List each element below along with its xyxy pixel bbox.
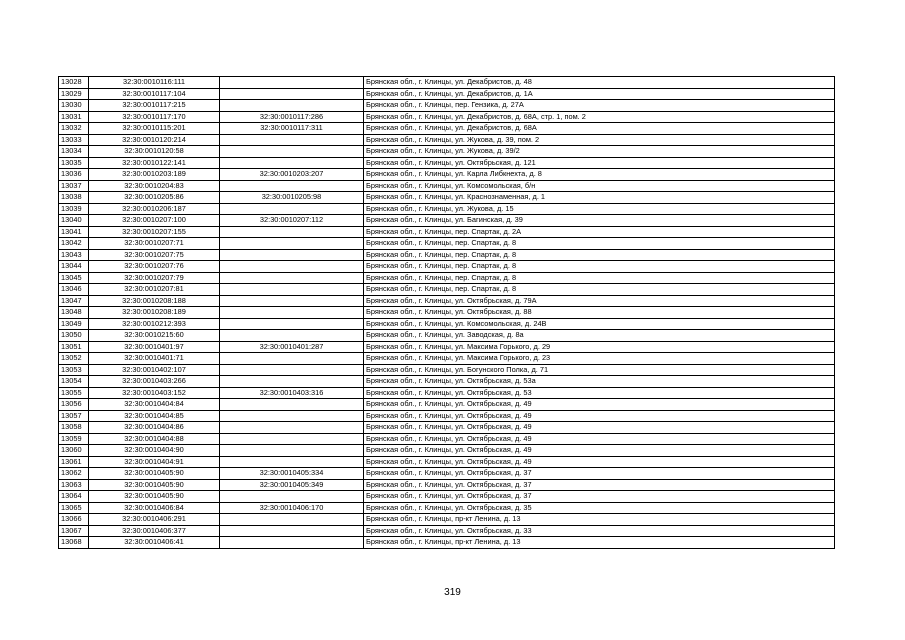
parent-cadastral-number-cell bbox=[220, 146, 364, 158]
table-row bbox=[59, 134, 835, 146]
address-cell: Брянская обл., г. Клинцы, ул. Октябрьская, д. 49 bbox=[364, 399, 835, 411]
cadastral-number-cell: 32:30:0010115:201 bbox=[89, 123, 220, 135]
table-row bbox=[59, 433, 835, 445]
row-number-cell: 13043 bbox=[59, 249, 89, 261]
address-cell: Брянская обл., г. Клинцы, ул. Багинская, д. 39 bbox=[364, 215, 835, 227]
address-cell: Брянская обл., г. Клинцы, ул. Октябрьская, д. 49 bbox=[364, 456, 835, 468]
table-row bbox=[59, 514, 835, 526]
address-cell: Брянская обл., г. Клинцы, пер. Спартак, д. 8 bbox=[364, 272, 835, 284]
cadastral-number-cell: 32:30:0010120:214 bbox=[89, 134, 220, 146]
address-cell: Брянская обл., г. Клинцы, ул. Октябрьская, д. 49 bbox=[364, 410, 835, 422]
cadastral-number-cell: 32:30:0010117:170 bbox=[89, 111, 220, 123]
cadastral-number-cell: 32:30:0010208:188 bbox=[89, 295, 220, 307]
parent-cadastral-number-cell bbox=[220, 422, 364, 434]
table-row bbox=[59, 399, 835, 411]
parent-cadastral-number-cell bbox=[220, 525, 364, 537]
address-cell: Брянская обл., г. Клинцы, пер. Спартак, д. 2А bbox=[364, 226, 835, 238]
cadastral-number-cell: 32:30:0010212:393 bbox=[89, 318, 220, 330]
cadastral-number-cell: 32:30:0010203:189 bbox=[89, 169, 220, 181]
table-row bbox=[59, 111, 835, 123]
cadastral-number-cell: 32:30:0010404:86 bbox=[89, 422, 220, 434]
row-number-cell: 13050 bbox=[59, 330, 89, 342]
address-cell: Брянская обл., г. Клинцы, ул. Октябрьская, д. 49 bbox=[364, 433, 835, 445]
row-number-cell: 13065 bbox=[59, 502, 89, 514]
table-row bbox=[59, 364, 835, 376]
row-number-cell: 13054 bbox=[59, 376, 89, 388]
address-cell: Брянская обл., г. Клинцы, ул. Жукова, д. 39/2 bbox=[364, 146, 835, 158]
table-row bbox=[59, 502, 835, 514]
address-cell: Брянская обл., г. Клинцы, ул. Богунского Полка, д. 71 bbox=[364, 364, 835, 376]
parent-cadastral-number-cell bbox=[220, 410, 364, 422]
cadastral-number-cell: 32:30:0010207:81 bbox=[89, 284, 220, 296]
address-cell: Брянская обл., г. Клинцы, пр-кт Ленина, д. 13 bbox=[364, 537, 835, 549]
cadastral-number-cell: 32:30:0010206:187 bbox=[89, 203, 220, 215]
parent-cadastral-number-cell bbox=[220, 433, 364, 445]
address-cell: Брянская обл., г. Клинцы, ул. Октябрьская, д. 49 bbox=[364, 422, 835, 434]
row-number-cell: 13046 bbox=[59, 284, 89, 296]
address-cell: Брянская обл., г. Клинцы, ул. Октябрьская, д. 37 bbox=[364, 468, 835, 480]
cadastral-number-cell: 32:30:0010117:215 bbox=[89, 100, 220, 112]
parent-cadastral-number-cell bbox=[220, 88, 364, 100]
parent-cadastral-number-cell bbox=[220, 284, 364, 296]
row-number-cell: 13067 bbox=[59, 525, 89, 537]
cadastral-number-cell: 32:30:0010404:88 bbox=[89, 433, 220, 445]
address-cell: Брянская обл., г. Клинцы, ул. Октябрьская, д. 53 bbox=[364, 387, 835, 399]
cadastral-number-cell: 32:30:0010401:71 bbox=[89, 353, 220, 365]
parent-cadastral-number-cell: 32:30:0010405:349 bbox=[220, 479, 364, 491]
address-cell: Брянская обл., г. Клинцы, ул. Октябрьская, д. 37 bbox=[364, 479, 835, 491]
parent-cadastral-number-cell: 32:30:0010405:334 bbox=[220, 468, 364, 480]
parent-cadastral-number-cell bbox=[220, 238, 364, 250]
parent-cadastral-number-cell bbox=[220, 261, 364, 273]
address-cell: Брянская обл., г. Клинцы, пер. Спартак, д. 8 bbox=[364, 238, 835, 250]
table-row bbox=[59, 410, 835, 422]
row-number-cell: 13035 bbox=[59, 157, 89, 169]
address-cell: Брянская обл., г. Клинцы, ул. Краснознаменная, д. 1 bbox=[364, 192, 835, 204]
table-row bbox=[59, 456, 835, 468]
cadastral-number-cell: 32:30:0010406:291 bbox=[89, 514, 220, 526]
table-row bbox=[59, 318, 835, 330]
row-number-cell: 13052 bbox=[59, 353, 89, 365]
table-row bbox=[59, 353, 835, 365]
row-number-cell: 13062 bbox=[59, 468, 89, 480]
address-cell: Брянская обл., г. Клинцы, ул. Максима Горького, д. 23 bbox=[364, 353, 835, 365]
row-number-cell: 13037 bbox=[59, 180, 89, 192]
table-row bbox=[59, 445, 835, 457]
table-row bbox=[59, 307, 835, 319]
address-cell: Брянская обл., г. Клинцы, ул. Декабристов, д. 1А bbox=[364, 88, 835, 100]
address-cell: Брянская обл., г. Клинцы, ул. Комсомольская, б/н bbox=[364, 180, 835, 192]
table-row bbox=[59, 491, 835, 503]
parent-cadastral-number-cell: 32:30:0010401:287 bbox=[220, 341, 364, 353]
cadastral-number-cell: 32:30:0010208:189 bbox=[89, 307, 220, 319]
row-number-cell: 13055 bbox=[59, 387, 89, 399]
cadastral-number-cell: 32:30:0010205:86 bbox=[89, 192, 220, 204]
cadastral-number-cell: 32:30:0010401:97 bbox=[89, 341, 220, 353]
table-row bbox=[59, 77, 835, 89]
row-number-cell: 13039 bbox=[59, 203, 89, 215]
table-row bbox=[59, 284, 835, 296]
row-number-cell: 13041 bbox=[59, 226, 89, 238]
parent-cadastral-number-cell bbox=[220, 203, 364, 215]
address-cell: Брянская обл., г. Клинцы, ул. Заводская, д. 8а bbox=[364, 330, 835, 342]
row-number-cell: 13059 bbox=[59, 433, 89, 445]
row-number-cell: 13056 bbox=[59, 399, 89, 411]
address-cell: Брянская обл., г. Клинцы, ул. Октябрьская, д. 79А bbox=[364, 295, 835, 307]
address-cell: Брянская обл., г. Клинцы, пер. Спартак, д. 8 bbox=[364, 284, 835, 296]
row-number-cell: 13038 bbox=[59, 192, 89, 204]
row-number-cell: 13061 bbox=[59, 456, 89, 468]
address-cell: Брянская обл., г. Клинцы, ул. Октябрьская, д. 35 bbox=[364, 502, 835, 514]
row-number-cell: 13068 bbox=[59, 537, 89, 549]
row-number-cell: 13030 bbox=[59, 100, 89, 112]
row-number-cell: 13058 bbox=[59, 422, 89, 434]
cadastral-number-cell: 32:30:0010207:100 bbox=[89, 215, 220, 227]
cadastral-number-cell: 32:30:0010117:104 bbox=[89, 88, 220, 100]
table-row bbox=[59, 249, 835, 261]
table-row bbox=[59, 330, 835, 342]
cadastral-number-cell: 32:30:0010122:141 bbox=[89, 157, 220, 169]
table-row bbox=[59, 272, 835, 284]
cadastral-number-cell: 32:30:0010406:377 bbox=[89, 525, 220, 537]
table-row bbox=[59, 146, 835, 158]
cadastral-number-cell: 32:30:0010404:91 bbox=[89, 456, 220, 468]
cadastral-number-cell: 32:30:0010215:60 bbox=[89, 330, 220, 342]
table-row bbox=[59, 387, 835, 399]
cadastral-number-cell: 32:30:0010402:107 bbox=[89, 364, 220, 376]
address-cell: Брянская обл., г. Клинцы, ул. Максима Горького, д. 29 bbox=[364, 341, 835, 353]
cadastral-number-cell: 32:30:0010406:84 bbox=[89, 502, 220, 514]
parent-cadastral-number-cell bbox=[220, 77, 364, 89]
cadastral-number-cell: 32:30:0010116:111 bbox=[89, 77, 220, 89]
table-row bbox=[59, 537, 835, 549]
cadastral-number-cell: 32:30:0010207:76 bbox=[89, 261, 220, 273]
address-cell: Брянская обл., г. Клинцы, ул. Жукова, д. 15 bbox=[364, 203, 835, 215]
parent-cadastral-number-cell bbox=[220, 100, 364, 112]
parent-cadastral-number-cell bbox=[220, 399, 364, 411]
cadastral-number-cell: 32:30:0010207:79 bbox=[89, 272, 220, 284]
table-row bbox=[59, 100, 835, 112]
address-cell: Брянская обл., г. Клинцы, пер. Спартак, д. 8 bbox=[364, 261, 835, 273]
cadastral-number-cell: 32:30:0010405:90 bbox=[89, 479, 220, 491]
parent-cadastral-number-cell bbox=[220, 318, 364, 330]
table-row bbox=[59, 376, 835, 388]
address-cell: Брянская обл., г. Клинцы, пер. Гензика, д. 27А bbox=[364, 100, 835, 112]
cadastral-number-cell: 32:30:0010404:85 bbox=[89, 410, 220, 422]
parent-cadastral-number-cell bbox=[220, 364, 364, 376]
parent-cadastral-number-cell bbox=[220, 295, 364, 307]
row-number-cell: 13048 bbox=[59, 307, 89, 319]
row-number-cell: 13040 bbox=[59, 215, 89, 227]
parent-cadastral-number-cell bbox=[220, 157, 364, 169]
parent-cadastral-number-cell bbox=[220, 330, 364, 342]
row-number-cell: 13049 bbox=[59, 318, 89, 330]
row-number-cell: 13044 bbox=[59, 261, 89, 273]
parent-cadastral-number-cell bbox=[220, 134, 364, 146]
table-row bbox=[59, 261, 835, 273]
address-cell: Брянская обл., г. Клинцы, ул. Октябрьская, д. 33 bbox=[364, 525, 835, 537]
row-number-cell: 13066 bbox=[59, 514, 89, 526]
table-row bbox=[59, 479, 835, 491]
row-number-cell: 13034 bbox=[59, 146, 89, 158]
row-number-cell: 13064 bbox=[59, 491, 89, 503]
cadastral-number-cell: 32:30:0010120:58 bbox=[89, 146, 220, 158]
row-number-cell: 13053 bbox=[59, 364, 89, 376]
address-cell: Брянская обл., г. Клинцы, пр-кт Ленина, д. 13 bbox=[364, 514, 835, 526]
row-number-cell: 13045 bbox=[59, 272, 89, 284]
table-row bbox=[59, 215, 835, 227]
parent-cadastral-number-cell: 32:30:0010203:207 bbox=[220, 169, 364, 181]
address-cell: Брянская обл., г. Клинцы, ул. Декабристов, д. 48 bbox=[364, 77, 835, 89]
address-cell: Брянская обл., г. Клинцы, ул. Октябрьская, д. 37 bbox=[364, 491, 835, 503]
table-row bbox=[59, 192, 835, 204]
address-cell: Брянская обл., г. Клинцы, ул. Октябрьская, д. 121 bbox=[364, 157, 835, 169]
table-row bbox=[59, 468, 835, 480]
row-number-cell: 13051 bbox=[59, 341, 89, 353]
table-row bbox=[59, 295, 835, 307]
parent-cadastral-number-cell bbox=[220, 376, 364, 388]
parent-cadastral-number-cell: 32:30:0010406:170 bbox=[220, 502, 364, 514]
parent-cadastral-number-cell: 32:30:0010403:316 bbox=[220, 387, 364, 399]
table-body bbox=[59, 77, 835, 549]
table-row bbox=[59, 341, 835, 353]
row-number-cell: 13031 bbox=[59, 111, 89, 123]
parent-cadastral-number-cell: 32:30:0010205:98 bbox=[220, 192, 364, 204]
address-cell: Брянская обл., г. Клинцы, ул. Октябрьская, д. 49 bbox=[364, 445, 835, 457]
cadastral-number-cell: 32:30:0010405:90 bbox=[89, 468, 220, 480]
address-cell: Брянская обл., г. Клинцы, ул. Жукова, д. 39, пом. 2 bbox=[364, 134, 835, 146]
row-number-cell: 13057 bbox=[59, 410, 89, 422]
page-number: 319 bbox=[444, 587, 461, 598]
property-registry-table bbox=[58, 76, 835, 549]
row-number-cell: 13028 bbox=[59, 77, 89, 89]
address-cell: Брянская обл., г. Клинцы, ул. Октябрьская, д. 88 bbox=[364, 307, 835, 319]
cadastral-number-cell: 32:30:0010403:266 bbox=[89, 376, 220, 388]
parent-cadastral-number-cell: 32:30:0010117:311 bbox=[220, 123, 364, 135]
table-row bbox=[59, 169, 835, 181]
address-cell: Брянская обл., г. Клинцы, ул. Комсомольская, д. 24В bbox=[364, 318, 835, 330]
parent-cadastral-number-cell bbox=[220, 445, 364, 457]
table-row bbox=[59, 525, 835, 537]
table-row bbox=[59, 88, 835, 100]
cadastral-number-cell: 32:30:0010405:90 bbox=[89, 491, 220, 503]
table-row bbox=[59, 226, 835, 238]
table-row bbox=[59, 422, 835, 434]
cadastral-number-cell: 32:30:0010207:155 bbox=[89, 226, 220, 238]
row-number-cell: 13032 bbox=[59, 123, 89, 135]
table-row bbox=[59, 157, 835, 169]
parent-cadastral-number-cell bbox=[220, 456, 364, 468]
address-cell: Брянская обл., г. Клинцы, ул. Декабристов, д. 68А, стр. 1, пом. 2 bbox=[364, 111, 835, 123]
parent-cadastral-number-cell bbox=[220, 491, 364, 503]
parent-cadastral-number-cell: 32:30:0010207:112 bbox=[220, 215, 364, 227]
parent-cadastral-number-cell bbox=[220, 514, 364, 526]
table-row bbox=[59, 123, 835, 135]
parent-cadastral-number-cell bbox=[220, 272, 364, 284]
parent-cadastral-number-cell: 32:30:0010117:286 bbox=[220, 111, 364, 123]
parent-cadastral-number-cell bbox=[220, 353, 364, 365]
row-number-cell: 13029 bbox=[59, 88, 89, 100]
cadastral-number-cell: 32:30:0010207:71 bbox=[89, 238, 220, 250]
row-number-cell: 13063 bbox=[59, 479, 89, 491]
address-cell: Брянская обл., г. Клинцы, пер. Спартак, д. 8 bbox=[364, 249, 835, 261]
cadastral-number-cell: 32:30:0010404:84 bbox=[89, 399, 220, 411]
cadastral-number-cell: 32:30:0010204:83 bbox=[89, 180, 220, 192]
parent-cadastral-number-cell bbox=[220, 226, 364, 238]
row-number-cell: 13036 bbox=[59, 169, 89, 181]
address-cell: Брянская обл., г. Клинцы, ул. Октябрьская, д. 53а bbox=[364, 376, 835, 388]
address-cell: Брянская обл., г. Клинцы, ул. Карла Либкнехта, д. 8 bbox=[364, 169, 835, 181]
table-row bbox=[59, 180, 835, 192]
row-number-cell: 13060 bbox=[59, 445, 89, 457]
table-row bbox=[59, 203, 835, 215]
table-row bbox=[59, 238, 835, 250]
row-number-cell: 13042 bbox=[59, 238, 89, 250]
row-number-cell: 13033 bbox=[59, 134, 89, 146]
cadastral-number-cell: 32:30:0010403:152 bbox=[89, 387, 220, 399]
cadastral-number-cell: 32:30:0010406:41 bbox=[89, 537, 220, 549]
parent-cadastral-number-cell bbox=[220, 180, 364, 192]
cadastral-number-cell: 32:30:0010404:90 bbox=[89, 445, 220, 457]
parent-cadastral-number-cell bbox=[220, 249, 364, 261]
cadastral-number-cell: 32:30:0010207:75 bbox=[89, 249, 220, 261]
parent-cadastral-number-cell bbox=[220, 307, 364, 319]
address-cell: Брянская обл., г. Клинцы, ул. Декабристов, д. 68А bbox=[364, 123, 835, 135]
row-number-cell: 13047 bbox=[59, 295, 89, 307]
parent-cadastral-number-cell bbox=[220, 537, 364, 549]
